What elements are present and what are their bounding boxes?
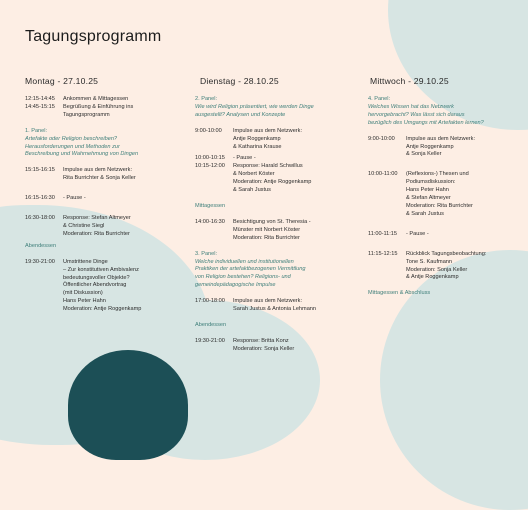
item-text: Response: Stefan Altmeyer & Christine Siegl Moderation: Rita Burrichter xyxy=(63,215,131,237)
schedule-item xyxy=(195,155,350,163)
schedule-item xyxy=(368,171,518,218)
item-text: Response: Britta Konz Moderation: Sonja Keller xyxy=(233,337,295,352)
schedule-item xyxy=(368,231,518,239)
item-text: Rückblick Tagungsbeobachtung: Tone S. Kaufmann Moderation: Sonja Keller & Antje Roggenkamp xyxy=(406,250,487,281)
item-text: Ankommen & Mittagessen xyxy=(63,96,129,102)
panel-label: 3. Panel: xyxy=(195,250,218,257)
decor-shape-dark xyxy=(68,350,188,460)
item-time: 12:15-14:45 xyxy=(25,96,55,102)
item-text: - Pause - xyxy=(63,195,86,202)
meal-heading: Mittagessen xyxy=(195,202,226,209)
item-text: Impulse aus dem Netzwerk: Rita Burrichter & Sonja Keller xyxy=(63,167,136,182)
schedule-item xyxy=(25,96,185,104)
item-time: 15:15-16:15 xyxy=(25,167,55,174)
item-text: Response: Harald Schwillus & Norbert Köster Moderation: Antje Roggenkamp & Sarah Justus xyxy=(233,163,312,194)
schedule-item xyxy=(195,219,350,243)
panel-label: 2. Panel: xyxy=(195,96,218,102)
schedule-item xyxy=(195,338,350,354)
day-column-mittwoch xyxy=(368,96,518,298)
panel-question: Artefakte oder Religion beschreiben? Herausforderungen und Methoden zur Beschreibung und Wahrnehmung von Dingen xyxy=(25,135,139,158)
day-heading-dienstag: Dienstag - 28.10.25 xyxy=(200,76,279,86)
day-heading-montag: Montag - 27.10.25 xyxy=(25,76,99,86)
item-time: 16:30-18:00 xyxy=(25,215,55,222)
item-time: 9:00-10:00 xyxy=(195,127,222,134)
schedule-item xyxy=(25,259,185,314)
schedule-item xyxy=(25,167,185,183)
schedule-item xyxy=(195,298,350,314)
item-time: 14:00-16:30 xyxy=(195,218,225,225)
page-title: Tagungsprogramm xyxy=(25,28,162,45)
day-column-dienstag xyxy=(195,96,350,354)
item-time: 19:30-21:00 xyxy=(195,337,225,344)
item-text: Impulse aus dem Netzwerk: Sarah Justus & Antonia Lehmann xyxy=(233,298,317,313)
panel-question: Welches Wissen hat das Netzwerk hervorgebracht? Was lässt sich daraus bezüglich des Umgangs mit Artefakten lernen? xyxy=(368,103,484,126)
day-heading-mittwoch: Mittwoch - 29.10.25 xyxy=(370,76,449,86)
schedule-item xyxy=(368,251,518,283)
item-text: Impulse aus dem Netzwerk: Antje Roggenkamp & Katharina Krause xyxy=(233,127,303,150)
item-time: 14:45-15:15 xyxy=(25,103,55,110)
item-text: - Pause - xyxy=(233,155,256,162)
schedule-item xyxy=(25,195,185,203)
item-text: Begrüßung & Einführung ins Tagungsprogramm xyxy=(63,103,134,118)
schedule-item xyxy=(25,104,185,120)
panel-label: 4. Panel: xyxy=(368,96,391,102)
panel-label: 1. Panel: xyxy=(25,127,48,134)
item-text: (Reflexions-) Thesen und Podiumsdiskussion: Hans Peter Hahn & Stefan Altmeyer Moderation: Rita Burrichter & Sarah Justus xyxy=(406,171,473,217)
item-time: 9:00-10:00 xyxy=(368,135,395,142)
item-time: 10:15-12:00 xyxy=(195,163,225,170)
panel-question: Welche individuellen und institutionellen Praktiken der artefaktbezogenen Vermittlung von Religion bestehen? Religions- und gemeindepädagogische Impulse xyxy=(195,258,306,289)
item-time: 17:00-18:00 xyxy=(195,298,225,305)
panel-question: Wie wird Religion präsentiert, wie werden Dinge ausgestellt? Analysen und Konzepte xyxy=(195,103,314,118)
item-text: Impulse aus dem Netzwerk: Antje Roggenkamp & Sonja Keller xyxy=(406,135,476,158)
item-time: 19:30-21:00 xyxy=(25,258,55,265)
item-time: 11:00-11:15 xyxy=(368,230,398,237)
meal-heading: Abendessen xyxy=(195,321,227,328)
schedule-item xyxy=(368,136,518,160)
item-text: Umstrittene Dinge – Zur konstitutiven Ambivalenz bedeutungsvoller Objekte? Öffentlicher Abendvortrag (mit Diskussion) Hans Peter Hahn Moderation: Antje Roggenkamp xyxy=(63,258,142,313)
item-time: 10:00-10:15 xyxy=(195,155,225,162)
item-text: Besichtigung von St. Theresia - Münster mit Norbert Köster Moderation: Rita Burrichter xyxy=(233,218,311,241)
schedule-item xyxy=(195,163,350,195)
item-time: 10:00-11:00 xyxy=(368,171,398,178)
day-column-montag xyxy=(25,96,185,314)
schedule-item xyxy=(195,128,350,152)
item-time: 16:15-16:30 xyxy=(25,195,55,202)
meal-heading: Mittagessen & Abschluss xyxy=(368,290,431,297)
item-time: 11:15-12:15 xyxy=(368,250,398,257)
schedule-item xyxy=(25,215,185,239)
item-text: - Pause - xyxy=(406,230,429,237)
meal-heading: Abendessen xyxy=(25,242,57,249)
